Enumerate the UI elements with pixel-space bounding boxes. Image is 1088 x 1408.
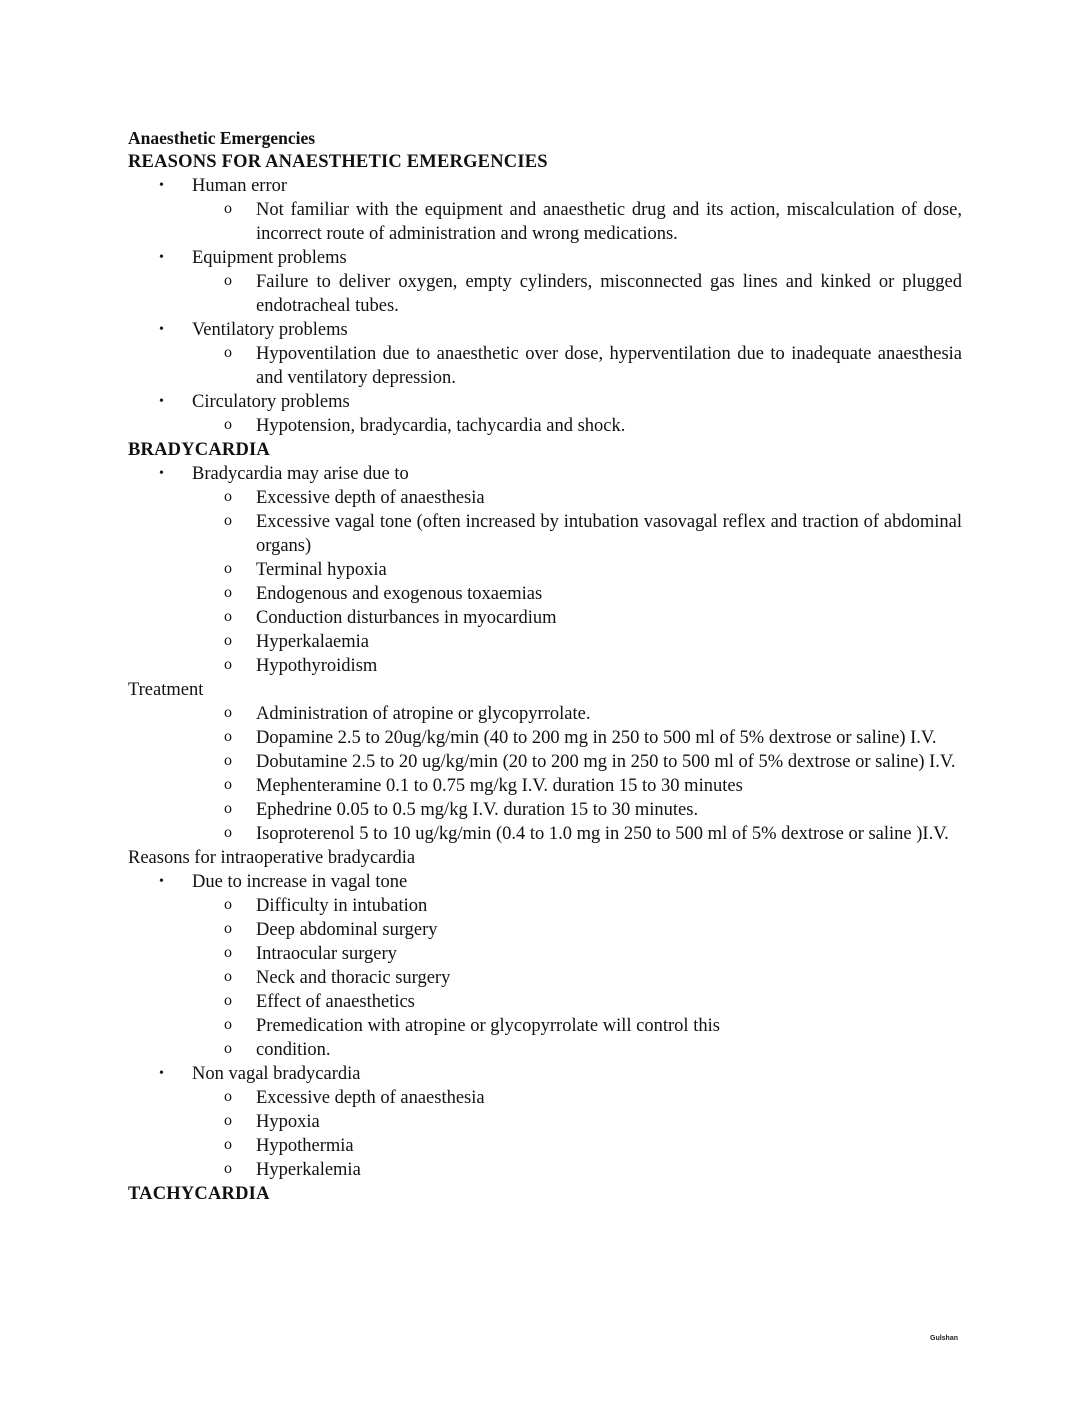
sub-item-text: Neck and thoracic surgery <box>256 968 451 988</box>
sub-list-item <box>128 582 962 606</box>
sub-list-item <box>128 1158 962 1182</box>
sub-marker: o <box>224 608 232 625</box>
sub-list-item <box>128 510 962 558</box>
reasons-heading: REASONS FOR ANAESTHETIC EMERGENCIES <box>128 152 548 172</box>
sub-marker: o <box>224 776 232 793</box>
sub-item-text: Failure to deliver oxygen, empty cylinders, misconnected gas lines and kinked or plugged endotracheal tubes. <box>256 272 962 316</box>
list-item-label: Due to increase in vagal tone <box>192 872 408 892</box>
sub-list-item <box>128 558 962 582</box>
list-item <box>128 870 962 894</box>
tachycardia-heading: TACHYCARDIA <box>128 1184 270 1204</box>
sub-marker: o <box>224 584 232 601</box>
sub-list-item <box>128 1038 962 1062</box>
sub-list-item <box>128 942 962 966</box>
sub-item-text: Hypothyroidism <box>256 656 378 676</box>
sub-marker: o <box>224 1016 232 1033</box>
document-title: Anaesthetic Emergencies <box>128 128 316 148</box>
bradycardia-heading: BRADYCARDIA <box>128 440 270 460</box>
sub-list-item <box>128 198 962 246</box>
sub-list-item <box>128 822 962 846</box>
sub-item-text: Intraocular surgery <box>256 944 397 964</box>
bullet-marker: • <box>159 874 164 889</box>
sub-marker: o <box>224 896 232 913</box>
sub-marker: o <box>224 1088 232 1105</box>
sub-list-item <box>128 270 962 318</box>
sub-marker: o <box>224 992 232 1009</box>
list-item <box>128 318 962 342</box>
sub-marker: o <box>224 560 232 577</box>
sub-marker: o <box>224 272 232 289</box>
sub-item-text: Ephedrine 0.05 to 0.5 mg/kg I.V. duration 15 to 30 minutes. <box>256 800 699 820</box>
intraop-list <box>128 870 962 1182</box>
list-item <box>128 390 962 414</box>
sub-list-item <box>128 1014 962 1038</box>
list-item-label: Ventilatory problems <box>192 320 348 340</box>
sub-item-text: Hypothermia <box>256 1136 354 1156</box>
sub-item-text: Premedication with atropine or glycopyrrolate will control this <box>256 1016 720 1036</box>
list-item-label: Human error <box>192 176 288 196</box>
sub-marker: o <box>224 200 232 217</box>
sub-list-item <box>128 750 962 774</box>
list-item <box>128 174 962 198</box>
sub-marker: o <box>224 728 232 745</box>
sub-marker: o <box>224 1040 232 1057</box>
sub-list-item <box>128 630 962 654</box>
sub-item-text: Hyperkalemia <box>256 1160 361 1180</box>
sub-item-text: Isoproterenol 5 to 10 ug/kg/min (0.4 to 1.0 mg in 250 to 500 ml of 5% dextrose or saline )I.V. <box>256 824 949 844</box>
sub-item-text: Conduction disturbances in myocardium <box>256 608 557 628</box>
reasons-list <box>128 174 962 438</box>
sub-item-text: Hypoxia <box>256 1112 320 1132</box>
sub-marker: o <box>224 824 232 841</box>
bullet-marker: • <box>159 250 164 265</box>
sub-list-item <box>128 342 962 390</box>
sub-marker: o <box>224 920 232 937</box>
sub-list-item <box>128 966 962 990</box>
sub-list-item <box>128 1134 962 1158</box>
sub-item-text: Hypotension, bradycardia, tachycardia and shock. <box>256 416 626 436</box>
treatment-label: Treatment <box>128 680 204 700</box>
list-item-label: Circulatory problems <box>192 392 350 412</box>
sub-item-text: Deep abdominal surgery <box>256 920 438 940</box>
sub-item-text: Mephenteramine 0.1 to 0.75 mg/kg I.V. duration 15 to 30 minutes <box>256 776 743 796</box>
sub-item-text: Excessive depth of anaesthesia <box>256 1088 485 1108</box>
sub-marker: o <box>224 944 232 961</box>
sub-marker: o <box>224 1160 232 1177</box>
sub-marker: o <box>224 344 232 361</box>
list-item <box>128 1062 962 1086</box>
list-item-label: Equipment problems <box>192 248 347 268</box>
treatment-list <box>128 702 962 846</box>
sub-marker: o <box>224 704 232 721</box>
bullet-marker: • <box>159 322 164 337</box>
sub-list-item <box>128 606 962 630</box>
sub-marker: o <box>224 512 232 529</box>
sub-marker: o <box>224 632 232 649</box>
sub-list-item <box>128 654 962 678</box>
bullet-marker: • <box>159 178 164 193</box>
sub-item-text: Hypoventilation due to anaesthetic over dose, hyperventilation due to inadequate anaesthesia and ventilatory depression. <box>256 344 962 388</box>
sub-item-text: Dopamine 2.5 to 20ug/kg/min (40 to 200 mg in 250 to 500 ml of 5% dextrose or saline) I.V. <box>256 728 937 748</box>
sub-list-item <box>128 726 962 750</box>
sub-list-item <box>128 774 962 798</box>
footer-label: Gulshan <box>930 1335 959 1342</box>
sub-item-text: Excessive depth of anaesthesia <box>256 488 485 508</box>
sub-list-item <box>128 486 962 510</box>
sub-item-text: Excessive vagal tone (often increased by intubation vasovagal reflex and traction of abdominal organs) <box>256 512 962 556</box>
bullet-marker: • <box>159 394 164 409</box>
list-item <box>128 246 962 270</box>
bradycardia-causes-list <box>128 462 962 678</box>
sub-item-text: Administration of atropine or glycopyrrolate. <box>256 704 591 724</box>
sub-list-item <box>128 918 962 942</box>
intraop-label: Reasons for intraoperative bradycardia <box>128 848 416 868</box>
sub-item-text: Endogenous and exogenous toxaemias <box>256 584 543 604</box>
sub-item-text: Terminal hypoxia <box>256 560 387 580</box>
sub-list-item <box>128 990 962 1014</box>
bullet-marker: • <box>159 1066 164 1081</box>
document-page <box>128 126 962 1206</box>
sub-marker: o <box>224 1112 232 1129</box>
sub-item-text: Dobutamine 2.5 to 20 ug/kg/min (20 to 200 mg in 250 to 500 ml of 5% dextrose or saline) I.V. <box>256 752 956 772</box>
sub-list-item <box>128 414 962 438</box>
sub-marker: o <box>224 800 232 817</box>
sub-marker: o <box>224 752 232 769</box>
list-item-label: Non vagal bradycardia <box>192 1064 361 1084</box>
sub-list-item <box>128 798 962 822</box>
list-item-label: Bradycardia may arise due to <box>192 464 409 484</box>
sub-list-item <box>128 894 962 918</box>
sub-item-text: Not familiar with the equipment and anaesthetic drug and its action, miscalculation of dose, incorrect route of administration and wrong medications. <box>256 200 962 244</box>
sub-list-item <box>128 1086 962 1110</box>
sub-list-item <box>128 1110 962 1134</box>
sub-item-text: Hyperkalaemia <box>256 632 369 652</box>
sub-marker: o <box>224 416 232 433</box>
bullet-marker: • <box>159 466 164 481</box>
sub-item-text: Difficulty in intubation <box>256 896 428 916</box>
sub-item-text: condition. <box>256 1040 331 1060</box>
sub-marker: o <box>224 656 232 673</box>
sub-list-item <box>128 702 962 726</box>
sub-item-text: Effect of anaesthetics <box>256 992 415 1012</box>
list-item <box>128 462 962 486</box>
sub-marker: o <box>224 968 232 985</box>
sub-marker: o <box>224 488 232 505</box>
sub-marker: o <box>224 1136 232 1153</box>
